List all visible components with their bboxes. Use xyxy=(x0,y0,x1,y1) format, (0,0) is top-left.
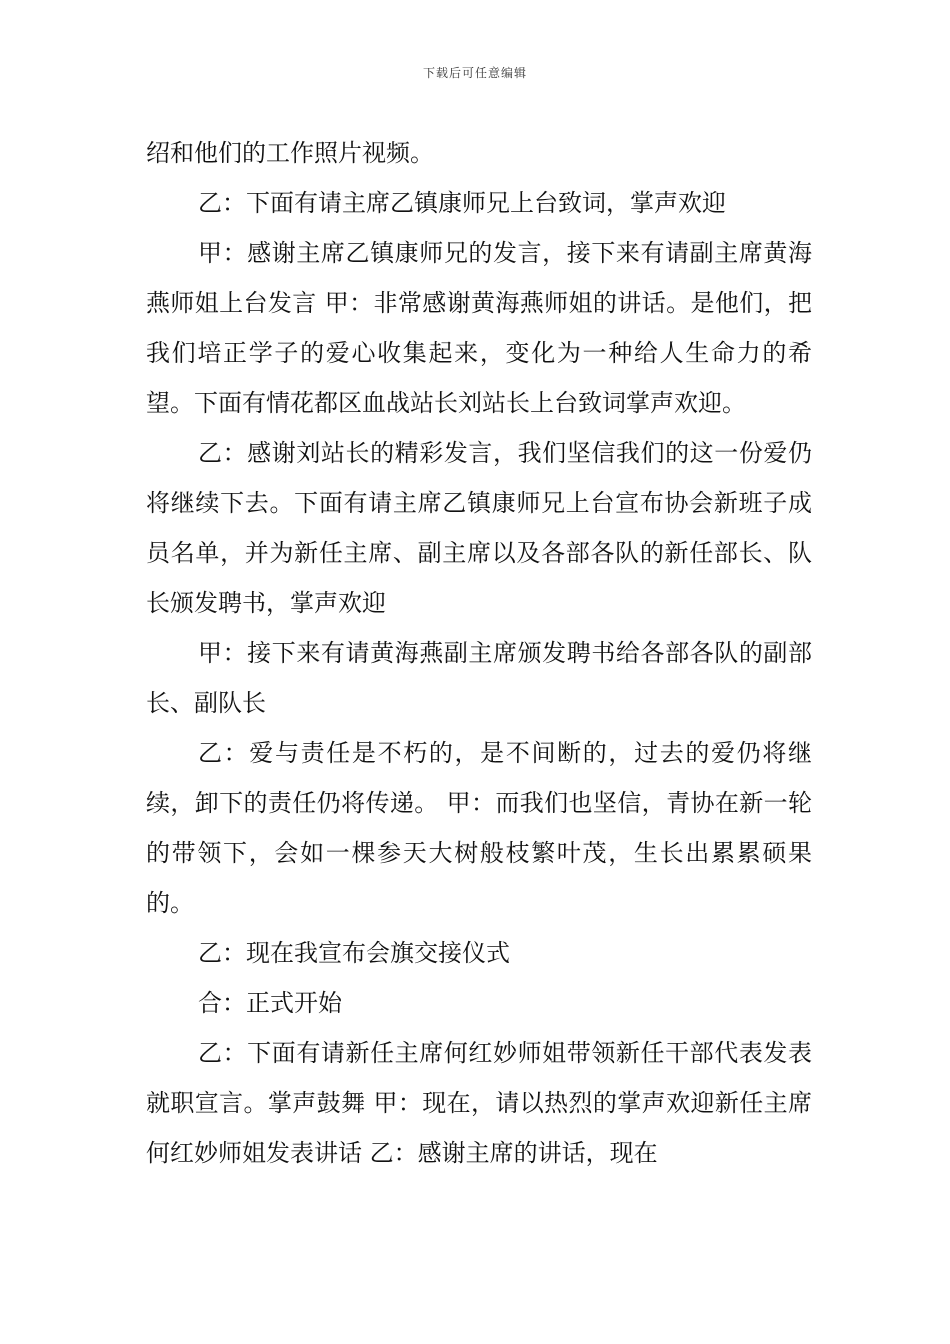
paragraph-8: 合：正式开始 xyxy=(198,989,342,1017)
paragraph-6: 乙：爱与责任是不朽的，是不间断的，过去的爱仍将继续，卸下的责任仍将传递。 甲：而我们也坚信，青协在新一轮的带领下，会如一棵参天大树般枝繁叶茂，生长出累累硕果的。 xyxy=(146,739,812,917)
paragraph-5: 甲：接下来有请黄海燕副主席颁发聘书给各部各队的副部长、副队长 xyxy=(146,639,812,717)
paragraph-3: 甲：感谢主席乙镇康师兄的发言，接下来有请副主席黄海燕师姐上台发言 甲：非常感谢黄海燕师姐的讲话。是他们，把我们培正学子的爱心收集起来，变化为一种给人生命力的希望。下面有情花都区血战站长刘站长上台致词掌声欢迎。 xyxy=(146,239,812,417)
paragraph-2: 乙：下面有请主席乙镇康师兄上台致词，掌声欢迎 xyxy=(198,189,726,217)
page-header-note: 下载后可任意编辑 xyxy=(422,66,527,80)
document-body xyxy=(146,128,812,1178)
paragraph-4: 乙：感谢刘站长的精彩发言，我们坚信我们的这一份爱仍将继续下去。下面有请主席乙镇康师兄上台宣布协会新班子成员名单，并为新任主席、副主席以及各部各队的新任部长、队长颁发聘书，掌声欢迎 xyxy=(146,439,812,617)
paragraph-7: 乙：现在我宣布会旗交接仪式 xyxy=(198,939,510,967)
paragraph-9: 乙：下面有请新任主席何红妙师姐带领新任干部代表发表就职宣言。掌声鼓舞 甲：现在，请以热烈的掌声欢迎新任主席何红妙师姐发表讲话 乙：感谢主席的讲话，现在 xyxy=(146,1039,812,1167)
paragraph-1: 绍和他们的工作照片视频。 xyxy=(146,139,434,167)
